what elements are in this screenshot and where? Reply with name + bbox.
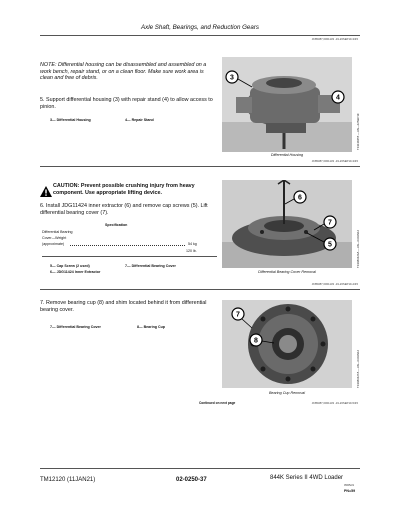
bearing-cover-removal-photo bbox=[222, 180, 352, 268]
footer-pn: PN=59 bbox=[344, 489, 356, 493]
spec-value-1: 54 kg bbox=[188, 242, 197, 246]
callout-4: 4 bbox=[336, 94, 340, 102]
figure-caption-1: Differential Housing bbox=[270, 153, 304, 157]
step-6-text: 6. Install JDG11424 inner extractor (6) and remove cap screws (5). Lift differential bearing cover (7). bbox=[40, 203, 208, 216]
callout-8: 8 bbox=[254, 337, 258, 345]
footer-date-small: 05/05/21 bbox=[344, 484, 355, 487]
section-rule-2 bbox=[40, 289, 360, 290]
legend-7b: 7— Differential Bearing Cover bbox=[50, 325, 101, 329]
spec-title: Specification bbox=[105, 223, 128, 227]
section-ref-1: JK85387,0001133 -19-20SEP19-3/45 bbox=[311, 160, 358, 163]
figure-caption-3: Bearing Cup Removal bbox=[268, 391, 306, 395]
callouts-s3 bbox=[222, 300, 352, 388]
step-7-text: 7. Remove bearing cup (8) and shim located behind it from differential bearing cover. bbox=[40, 300, 207, 313]
continued-note: Continued on next page bbox=[199, 401, 236, 405]
callout-7-s3: 7 bbox=[236, 311, 240, 319]
note-text: NOTE: Differential housing can be disassembled and assembled on a work bench, repair stand, or on a clean floor. Make sure work area is clean and free of debris. bbox=[40, 62, 207, 81]
callout-6: 6 bbox=[298, 194, 302, 202]
spec-item-1: Differential Bearing bbox=[42, 230, 73, 234]
legend-7: 7— Differential Bearing Cover bbox=[125, 264, 176, 268]
section-rule-1 bbox=[40, 166, 360, 167]
section-ref-3: JK85387,0001133 -19-20SEP19-5/45 bbox=[311, 402, 358, 405]
callouts-s1 bbox=[222, 57, 352, 152]
bearing-cup-removal-photo bbox=[222, 300, 352, 388]
callout-5: 5 bbox=[328, 241, 332, 249]
legend-3: 3— Differential Housing bbox=[50, 118, 91, 122]
header-rule bbox=[40, 35, 360, 36]
spec-leader bbox=[70, 245, 185, 246]
legend-6: 6— JDG11424 Inner Extractor bbox=[50, 270, 101, 274]
caution-icon bbox=[40, 184, 52, 202]
spec-item-2: Cover—Weight bbox=[42, 236, 67, 240]
legend-8: 8— Bearing Cup bbox=[137, 325, 165, 329]
figure-caption-2: Differential Bearing Cover Removal bbox=[258, 270, 316, 274]
step-5-text: 5. Support differential housing (3) with repair stand (4) to allow access to pinion. bbox=[40, 97, 213, 110]
header-ref: JK85387,0001133 -19-20SEP19-3/45 bbox=[311, 38, 358, 41]
spec-rule bbox=[42, 256, 217, 257]
callout-7: 7 bbox=[328, 219, 332, 227]
footer-page-number: 02-0250-37 bbox=[176, 477, 207, 483]
section-ref-2: JK85387,0001133 -19-20SEP19-4/45 bbox=[311, 283, 358, 286]
differential-housing-photo bbox=[222, 57, 352, 152]
figure-code-2: TX1086426A —UN—03JAN12 bbox=[356, 229, 360, 268]
callouts-s2 bbox=[222, 180, 352, 268]
footer-rule bbox=[40, 468, 360, 469]
callout-3: 3 bbox=[230, 74, 234, 82]
caution-text: CAUTION: Prevent possible crushing injury from heavy component. Use appropriate lifting device. bbox=[53, 183, 195, 196]
spec-item-3: (approximate) bbox=[42, 242, 65, 246]
figure-code-1: TX1138455 —UN—22SEP19 bbox=[356, 113, 360, 150]
footer-machine-title: 844K Series II 4WD Loader bbox=[270, 475, 344, 481]
legend-4: 4— Repair Stand bbox=[125, 118, 154, 122]
spec-value-2: 120 lb. bbox=[186, 249, 197, 253]
legend-5: 5— Cap Screw (2 used) bbox=[50, 264, 90, 268]
figure-code-3: TX1086427A —UN—03JAN12 bbox=[356, 349, 360, 388]
page-header-title: Axle Shaft, Bearings, and Reduction Gears bbox=[141, 24, 259, 31]
footer-manual-id: TM12120 (11JAN21) bbox=[40, 477, 96, 483]
